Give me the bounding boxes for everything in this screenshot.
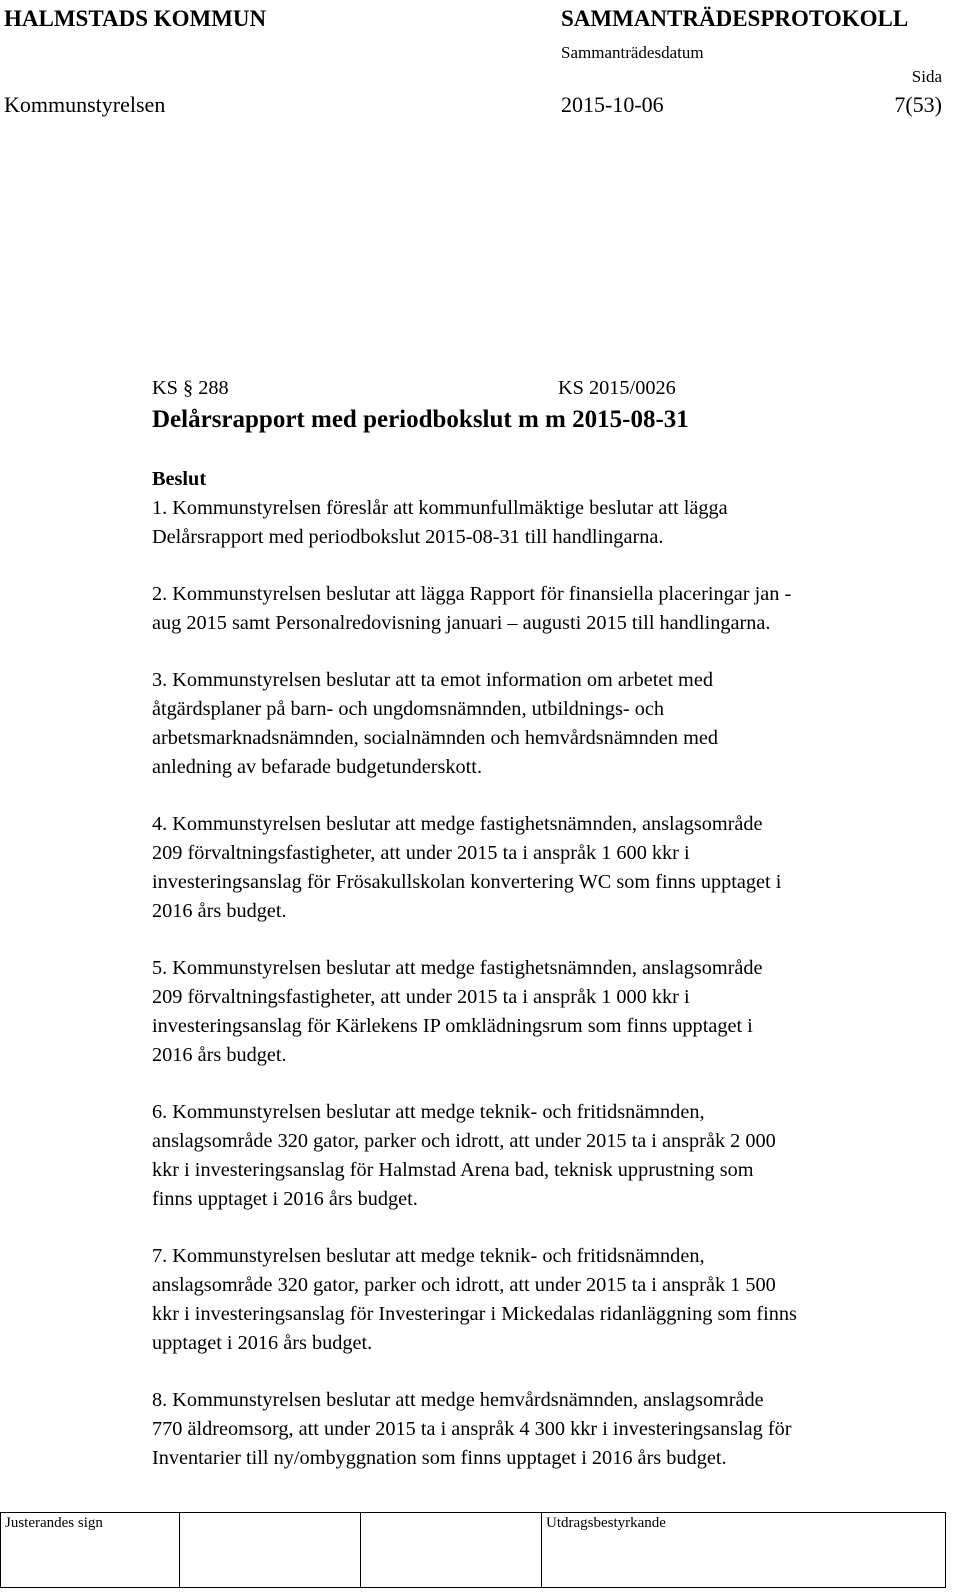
decision-line: åtgärdsplaner på barn- och ungdomsnämnden, utbildnings- och bbox=[152, 698, 664, 720]
extract-label: Utdragsbestyrkande bbox=[546, 1515, 666, 1531]
decision-item bbox=[152, 954, 952, 1070]
decision-line: investeringsanslag för Frösakullskolan konvertering WC som finns upptaget i bbox=[152, 871, 782, 893]
signature-cell bbox=[1, 1513, 180, 1588]
decision-line: arbetsmarknadsnämnden, socialnämnden och hemvårdsnämnden med bbox=[152, 727, 719, 749]
case-id: KS 2015/0026 bbox=[558, 377, 676, 399]
decision-line: kkr i investeringsanslag för Halmstad Arena bad, teknisk upprustning som bbox=[152, 1159, 754, 1181]
decision-list bbox=[152, 494, 952, 1473]
decision-line: upptaget i 2016 års budget. bbox=[152, 1332, 373, 1354]
document-body bbox=[152, 374, 952, 1501]
municipality-name: HALMSTADS KOMMUN bbox=[4, 6, 267, 31]
decision-line: Inventarier till ny/ombyggnation som finns upptaget i 2016 års budget. bbox=[152, 1447, 727, 1469]
decision-line: 209 förvaltningsfastigheter, att under 2015 ta i anspråk 1 000 kkr i bbox=[152, 986, 690, 1008]
section-heading-line bbox=[152, 374, 952, 403]
decision-line: 2016 års budget. bbox=[152, 900, 287, 922]
signature-box-2 bbox=[361, 1513, 542, 1588]
page-label: Sida bbox=[911, 67, 942, 86]
decision-line: aug 2015 samt Personalredovisning januari – augusti 2015 till handlingarna. bbox=[152, 612, 771, 634]
decision-line: finns upptaget i 2016 års budget. bbox=[152, 1188, 418, 1210]
decision-item bbox=[152, 810, 952, 926]
decision-line: 209 förvaltningsfastigheter, att under 2015 ta i anspråk 1 600 kkr i bbox=[152, 842, 690, 864]
decision-line: 4. Kommunstyrelsen beslutar att medge fastighetsnämnden, anslagsområde bbox=[152, 813, 763, 835]
decision-item bbox=[152, 1098, 952, 1214]
meeting-date-label: Sammanträdesdatum bbox=[561, 43, 704, 62]
decision-line: 7. Kommunstyrelsen beslutar att medge teknik- och fritidsnämnden, bbox=[152, 1245, 705, 1267]
decision-line: Delårsrapport med periodbokslut 2015-08-31 till handlingarna. bbox=[152, 526, 664, 548]
decision-line: anledning av befarade budgetunderskott. bbox=[152, 756, 483, 778]
decision-line: 2016 års budget. bbox=[152, 1044, 287, 1066]
signature-footer bbox=[0, 1512, 946, 1593]
document-type: SAMMANTRÄDESPROTOKOLL bbox=[561, 6, 909, 31]
decision-item bbox=[152, 666, 952, 782]
signature-box-1 bbox=[180, 1513, 361, 1588]
decision-line: 8. Kommunstyrelsen beslutar att medge hemvårdsnämnden, anslagsområde bbox=[152, 1389, 764, 1411]
signature-label: Justerandes sign bbox=[5, 1515, 103, 1531]
decision-line: 3. Kommunstyrelsen beslutar att ta emot information om arbetet med bbox=[152, 669, 713, 691]
decision-item bbox=[152, 494, 952, 552]
decision-item bbox=[152, 1242, 952, 1358]
decision-item bbox=[152, 1386, 952, 1473]
section-title: Delårsrapport med periodbokslut m m 2015-08-31 bbox=[152, 406, 689, 433]
page-number: 7(53) bbox=[894, 92, 942, 117]
decision-label: Beslut bbox=[152, 468, 207, 490]
decision-line: anslagsområde 320 gator, parker och idrott, att under 2015 ta i anspråk 2 000 bbox=[152, 1130, 776, 1152]
decision-line: anslagsområde 320 gator, parker och idrott, att under 2015 ta i anspråk 1 500 bbox=[152, 1274, 776, 1296]
extract-cell bbox=[542, 1513, 946, 1588]
decision-item bbox=[152, 580, 952, 638]
committee-name: Kommunstyrelsen bbox=[4, 92, 166, 117]
decision-line: investeringsanslag för Kärlekens IP omklädningsrum som finns upptaget i bbox=[152, 1015, 753, 1037]
meeting-date: 2015-10-06 bbox=[561, 92, 664, 117]
decision-line: 2. Kommunstyrelsen beslutar att lägga Rapport för finansiella placeringar jan - bbox=[152, 583, 792, 605]
decision-line: 6. Kommunstyrelsen beslutar att medge teknik- och fritidsnämnden, bbox=[152, 1101, 705, 1123]
decision-line: 1. Kommunstyrelsen föreslår att kommunfullmäktige beslutar att lägga bbox=[152, 497, 728, 519]
section-number: KS § 288 bbox=[152, 377, 229, 399]
decision-line: kkr i investeringsanslag för Investeringar i Mickedalas ridanläggning som finns bbox=[152, 1303, 797, 1325]
decision-line: 770 äldreomsorg, att under 2015 ta i anspråk 4 300 kkr i investeringsanslag för bbox=[152, 1418, 792, 1440]
decision-line: 5. Kommunstyrelsen beslutar att medge fastighetsnämnden, anslagsområde bbox=[152, 957, 763, 979]
